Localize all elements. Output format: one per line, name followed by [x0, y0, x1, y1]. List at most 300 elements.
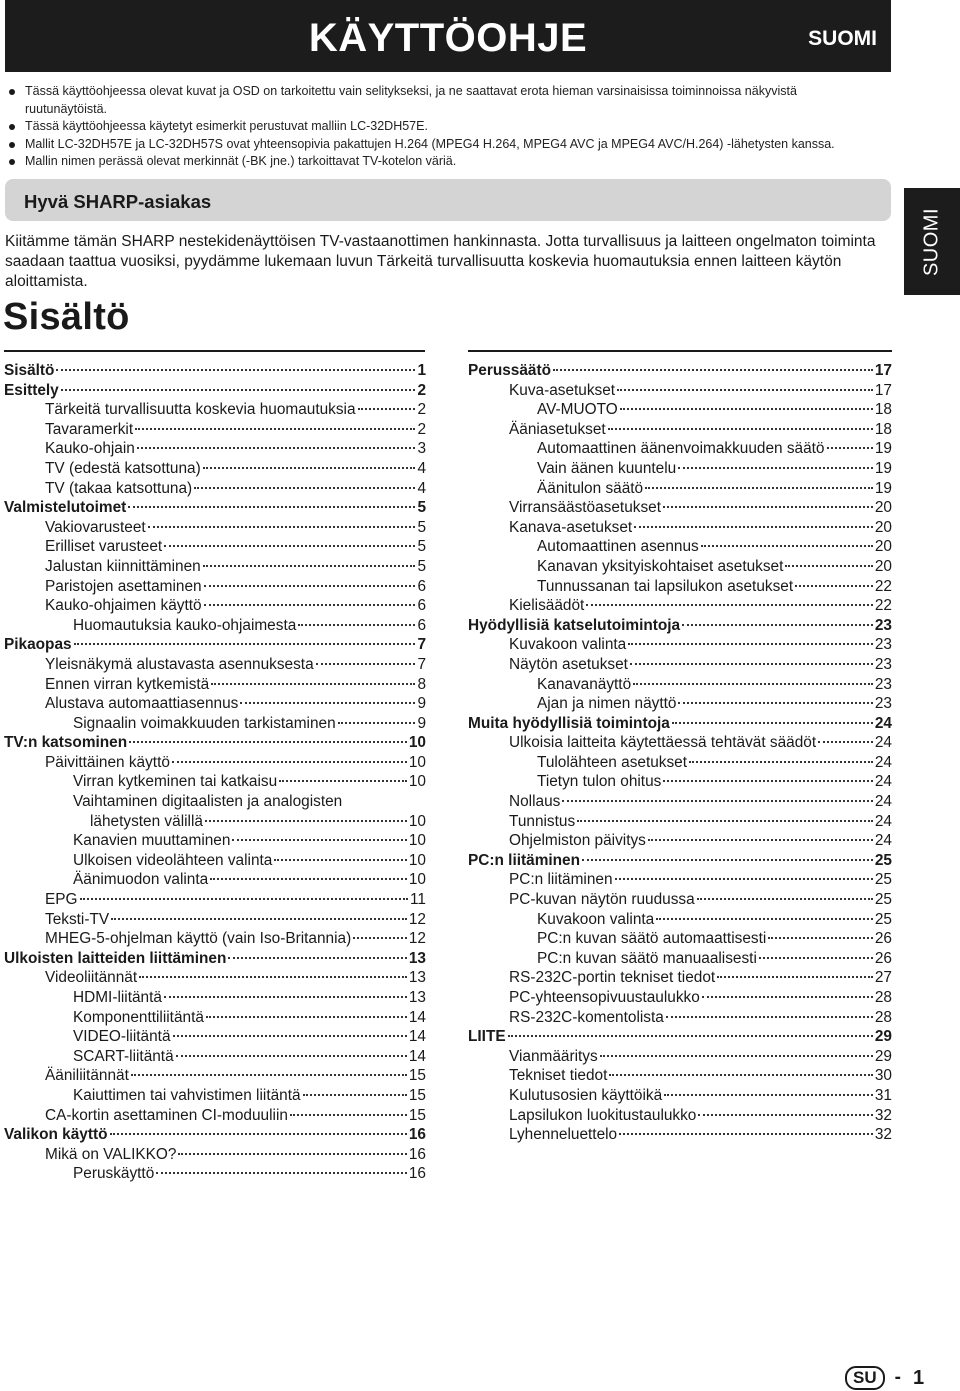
toc-entry-label: Kielisäädöt [509, 597, 585, 615]
toc-section-entry[interactable] [4, 733, 426, 753]
dot-leader [74, 643, 416, 645]
toc-page-number: 29 [874, 1028, 892, 1046]
toc-entry[interactable] [468, 831, 892, 851]
toc-entry-label: Päivittäinen käyttö [45, 753, 170, 771]
toc-page-number: 6 [417, 597, 426, 615]
dot-leader [194, 487, 415, 489]
toc-entry-label: Komponenttiliitäntä [73, 1008, 204, 1026]
dot-leader [211, 683, 415, 685]
toc-entry[interactable] [4, 655, 426, 675]
toc-entry-label: Ennen virran kytkemistä [45, 675, 210, 693]
toc-page-number: 32 [874, 1106, 892, 1124]
toc-entry[interactable] [468, 870, 892, 890]
toc-entry-label: Ulkoisia laitteita käytettäessä tehtävät säädöt [509, 734, 817, 752]
toc-entry-label: PC-kuvan näytön ruudussa [509, 891, 695, 909]
dot-leader [111, 918, 407, 920]
contents-column-right [468, 361, 892, 1145]
toc-page-number: 18 [874, 401, 892, 419]
toc-page-number: 19 [874, 479, 892, 497]
toc-page-number: 12 [408, 910, 426, 928]
dot-leader [139, 976, 407, 978]
toc-entry-label: Vianmääritys [509, 1047, 598, 1065]
toc-entry-label: Paristojen asettaminen [45, 577, 202, 595]
intro-note-text: Tässä käyttöohjeessa olevat kuvat ja OSD on tarkoitettu vain selitykseksi, ja ne saattavat erota hieman varsinaisissa toiminnoissa näkyvistä [25, 84, 797, 98]
toc-entry-label: Kauko-ohjaimen käyttö [45, 597, 202, 615]
dot-leader [61, 389, 416, 391]
toc-page-number: 6 [417, 616, 426, 634]
toc-entry[interactable] [4, 714, 426, 734]
toc-entry-label: Tietyn tulon ohitus [537, 773, 662, 791]
toc-entry-label: Kanavanäyttö [537, 675, 632, 693]
toc-page-number: 17 [874, 381, 892, 399]
toc-entry[interactable] [468, 733, 892, 753]
toc-entry-label: Ajan ja nimen näyttö [537, 695, 677, 713]
dot-leader [698, 1114, 873, 1116]
toc-entry-label: TV (takaa katsottuna) [45, 479, 193, 497]
greeting-bar [5, 179, 891, 221]
toc-entry-label: PC-yhteensopivuustaulukko [509, 989, 700, 1006]
toc-page-number: 5 [417, 538, 426, 556]
toc-entry-label: PC:n kuvan säätö manuaalisesti [537, 949, 757, 967]
toc-entry-label: Erilliset varusteet [45, 538, 163, 556]
toc-page-number: 32 [874, 1126, 892, 1144]
dot-leader [702, 996, 873, 998]
toc-entry-label: Mikä on VALIKKO? [45, 1145, 177, 1163]
toc-entry-label: Valmistelutoimet [4, 499, 127, 517]
toc-page-number: 14 [408, 1008, 426, 1026]
toc-page-number: 20 [874, 538, 892, 556]
toc-entry[interactable] [468, 949, 892, 969]
toc-entry-label: Tavaramerkit [45, 420, 134, 438]
toc-page-number: 20 [874, 557, 892, 575]
toc-page-number: 19 [874, 459, 892, 477]
toc-entry[interactable] [468, 988, 892, 1008]
toc-page-number: 5 [417, 518, 426, 536]
toc-entry-label: Virransäästöasetukset [509, 499, 661, 517]
toc-page-number: 9 [417, 714, 426, 732]
contents-rule-left [4, 350, 425, 352]
toc-entry[interactable] [4, 1027, 426, 1047]
toc-entry[interactable] [468, 439, 892, 459]
toc-entry-label: TV (edestä katsottuna) [45, 459, 201, 477]
toc-page-number: 13 [408, 989, 426, 1006]
toc-entry-label: lähetysten välillä [90, 812, 203, 830]
toc-entry[interactable] [4, 1164, 426, 1184]
dot-leader [678, 702, 872, 704]
toc-page-number: 14 [408, 1028, 426, 1046]
toc-page-number: 24 [874, 773, 892, 791]
toc-page-number: 14 [408, 1047, 426, 1065]
toc-entry[interactable] [468, 655, 892, 675]
language-code-badge: SU [845, 1366, 885, 1390]
toc-entry[interactable] [468, 420, 892, 440]
toc-entry-label: Vakiovarusteet [45, 518, 146, 536]
toc-entry[interactable] [468, 1047, 892, 1067]
dot-leader [353, 937, 407, 939]
toc-page-number: 22 [874, 577, 892, 595]
intro-note [6, 136, 852, 154]
toc-page-number: 15 [408, 1086, 426, 1104]
toc-entry[interactable] [4, 400, 426, 420]
toc-entry-label: RS-232C-portin tekniset tiedot [509, 969, 716, 987]
toc-entry-label: Kanavien muuttaminen [73, 832, 231, 850]
toc-page-number: 8 [417, 675, 426, 693]
toc-page-number: 4 [417, 479, 426, 497]
dot-leader [697, 898, 873, 900]
toc-entry[interactable] [468, 381, 892, 401]
toc-entry[interactable] [4, 479, 426, 499]
toc-page-number: 10 [408, 871, 426, 889]
toc-entry[interactable] [4, 1086, 426, 1106]
dot-leader [232, 839, 406, 841]
toc-entry-label: Ääniasetukset [509, 420, 606, 438]
toc-entry-label: Äänimuodon valinta [73, 871, 209, 889]
toc-entry-label: LIITE [468, 1028, 506, 1046]
toc-page-number: 24 [874, 753, 892, 771]
toc-entry-label: Ulkoisten laitteiden liittäminen [4, 949, 227, 967]
greeting-text: Kiitämme tämän SHARP nestekidenäyttöisen TV-vastaanottimen hankinnasta. Jotta turvallisuus ja laitteen ongelmaton toiminta saadaan taattua vuosiksi, pyydämme lukemaan luvun Tärkeitä turvallisuutta koskevia huomautuksia ennen laitteen käytön aloittamista. [5, 233, 876, 290]
dot-leader [615, 878, 873, 880]
toc-section-entry[interactable] [4, 949, 426, 969]
toc-section-entry[interactable] [4, 381, 426, 401]
toc-section-entry[interactable] [468, 616, 892, 636]
dot-leader [609, 1074, 872, 1076]
toc-entry-label: Peruskäyttö [73, 1165, 155, 1183]
dot-leader [172, 761, 407, 763]
toc-entry[interactable] [468, 812, 892, 832]
toc-entry-label: Jalustan kiinnittäminen [45, 557, 201, 575]
intro-note-text: Mallin nimen perässä olevat merkinnät (-BK jne.) tarkoittavat TV-kotelon väriä. [25, 154, 457, 168]
toc-entry-label: Tunnussanan tai lapsilukon asetukset [537, 577, 794, 595]
dot-leader [205, 820, 407, 822]
toc-entry-label: Kanava-asetukset [509, 518, 633, 536]
dot-leader [110, 1133, 407, 1135]
page-number: 1 [912, 1366, 925, 1389]
toc-page-number: 20 [874, 499, 892, 517]
contents-rule-right [468, 350, 892, 352]
intro-note [6, 153, 852, 171]
toc-entry[interactable] [4, 518, 426, 538]
toc-section-entry[interactable] [4, 361, 426, 381]
dot-leader [562, 800, 873, 802]
intro-note [6, 118, 852, 136]
toc-entry[interactable] [4, 831, 426, 851]
toc-entry[interactable] [4, 929, 426, 949]
toc-entry[interactable] [468, 929, 892, 949]
toc-page-number: 16 [408, 1126, 426, 1144]
toc-entry-label: Esittely [4, 381, 59, 399]
toc-entry[interactable] [468, 1086, 892, 1106]
dot-leader [586, 604, 873, 606]
toc-entry-label: Perussäätö [468, 362, 551, 379]
toc-entry-label: Kanavan yksityiskohtaiset asetukset [537, 557, 784, 575]
toc-page-number: 26 [874, 930, 892, 948]
dot-leader [203, 467, 416, 469]
dot-leader [666, 1016, 873, 1018]
toc-entry-label: Sisältö [4, 362, 55, 379]
toc-entry-label: Vain äänen kuuntelu [537, 459, 677, 477]
toc-entry[interactable] [4, 616, 426, 636]
dot-leader [619, 1133, 873, 1135]
toc-section-entry[interactable] [468, 361, 892, 381]
dot-leader [137, 447, 416, 449]
dot-leader [682, 624, 873, 626]
toc-entry-label: Huomautuksia kauko-ohjaimesta [73, 616, 297, 634]
toc-page-number: 15 [408, 1106, 426, 1124]
toc-entry[interactable] [4, 577, 426, 597]
dot-leader [663, 780, 873, 782]
dot-leader [608, 428, 873, 430]
toc-entry-label: Kuva-asetukset [509, 381, 616, 399]
toc-entry[interactable] [468, 459, 892, 479]
dot-leader [630, 663, 873, 665]
dot-leader [204, 585, 416, 587]
bullet-icon [9, 142, 15, 148]
toc-entry-label: VIDEO-liitäntä [73, 1028, 171, 1046]
toc-page-number: 16 [408, 1165, 426, 1183]
toc-page-number: 20 [874, 518, 892, 536]
dot-leader [274, 859, 407, 861]
manual-title: KÄYTTÖOHJE [308, 16, 588, 60]
dot-leader [645, 487, 873, 489]
toc-entry-label: Muita hyödyllisiä toimintoja [468, 714, 670, 732]
toc-page-number: 5 [417, 499, 426, 517]
toc-entry[interactable] [4, 694, 426, 714]
toc-page-number: 26 [874, 949, 892, 967]
toc-section-entry[interactable] [4, 635, 426, 655]
toc-entry-label: Automaattinen äänenvoimakkuuden säätö [537, 440, 825, 458]
toc-entry[interactable] [468, 577, 892, 597]
toc-entry[interactable] [4, 851, 426, 871]
toc-entry[interactable] [468, 400, 892, 420]
toc-entry-label: Hyödyllisiä katselutoimintoja [468, 616, 681, 634]
dot-leader [173, 1035, 407, 1037]
toc-page-number: 23 [874, 655, 892, 673]
bullet-icon [9, 89, 15, 95]
toc-page-number: 10 [408, 753, 426, 771]
toc-page-number: 17 [874, 362, 892, 379]
dot-leader [600, 1055, 873, 1057]
toc-entry[interactable] [4, 792, 426, 812]
toc-entry[interactable] [468, 1125, 892, 1145]
toc-entry[interactable] [4, 988, 426, 1008]
toc-page-number: 24 [874, 734, 892, 752]
dot-leader [768, 937, 873, 939]
side-language-label: SUOMI [920, 207, 943, 276]
toc-entry-label: Tulolähteen asetukset [537, 753, 688, 771]
toc-entry[interactable] [468, 479, 892, 499]
toc-entry-label: Valikon käyttö [4, 1126, 108, 1144]
toc-page-number: 10 [408, 734, 426, 752]
toc-entry-label: Videoliitännät [45, 969, 138, 987]
toc-page-number: 24 [874, 793, 892, 811]
dot-leader [628, 643, 873, 645]
toc-entry-label: Tunnistus [509, 812, 576, 830]
toc-entry[interactable] [468, 753, 892, 773]
toc-entry[interactable] [468, 537, 892, 557]
toc-entry-label: Kauko-ohjain [45, 440, 135, 458]
toc-entry-label: CA-kortin asettaminen CI-moduuliin [45, 1106, 288, 1124]
toc-page-number: 19 [874, 440, 892, 458]
toc-page-number: 18 [874, 420, 892, 438]
toc-page-number: 13 [408, 949, 426, 967]
toc-entry-continuation[interactable] [4, 812, 426, 832]
toc-page-number: 11 [410, 891, 426, 909]
language-label: SUOMI [808, 27, 877, 50]
toc-entry[interactable] [468, 557, 892, 577]
dot-leader [634, 526, 873, 528]
dot-leader [203, 565, 416, 567]
toc-page-number: 7 [417, 636, 426, 654]
toc-page-number: 15 [408, 1067, 426, 1085]
dot-leader [164, 545, 415, 547]
bullet-icon [9, 124, 15, 130]
toc-entry-label: EPG [45, 891, 78, 909]
dot-leader [316, 663, 416, 665]
toc-section-entry[interactable] [468, 1027, 892, 1047]
intro-note-text: Tässä käyttöohjeessa käytetyt esimerkit perustuvat malliin LC-32DH57E. [25, 119, 428, 133]
toc-entry[interactable] [468, 498, 892, 518]
toc-entry-label: PC:n kuvan säätö automaattisesti [537, 930, 767, 948]
toc-page-number: 10 [408, 832, 426, 850]
toc-entry[interactable] [468, 792, 892, 812]
dot-leader [135, 428, 415, 430]
toc-page-number: 2 [417, 381, 426, 399]
toc-entry[interactable] [4, 870, 426, 890]
toc-entry-label: Pikaopas [4, 636, 72, 654]
toc-entry[interactable] [468, 518, 892, 538]
toc-page-number: 27 [874, 969, 892, 987]
toc-entry[interactable] [468, 596, 892, 616]
toc-section-entry[interactable] [4, 1125, 426, 1145]
toc-section-entry[interactable] [4, 498, 426, 518]
toc-entry[interactable] [4, 557, 426, 577]
toc-entry-label: Teksti-TV [45, 910, 110, 928]
dot-leader [678, 467, 873, 469]
greeting-title: Hyvä SHARP-asiakas [24, 191, 212, 212]
dot-leader [672, 722, 873, 724]
dot-leader [338, 722, 416, 724]
toc-entry[interactable] [468, 968, 892, 988]
toc-page-number: 25 [874, 910, 892, 928]
dot-leader [176, 1055, 407, 1057]
toc-page-number: 22 [874, 597, 892, 615]
dot-leader [701, 545, 873, 547]
toc-entry[interactable] [468, 675, 892, 695]
toc-entry-label: Automaattinen asennus [537, 538, 699, 556]
toc-page-number: 10 [408, 812, 426, 830]
toc-entry[interactable] [468, 890, 892, 910]
toc-entry[interactable] [4, 439, 426, 459]
toc-entry[interactable] [468, 635, 892, 655]
toc-entry-label: Lyhenneluettelo [509, 1126, 618, 1144]
page-footer [845, 1365, 924, 1391]
intro-note-text: ruutunäytöistä. [25, 101, 107, 116]
dot-leader [279, 780, 407, 782]
toc-entry[interactable] [4, 420, 426, 440]
toc-entry[interactable] [468, 772, 892, 792]
toc-page-number: 12 [408, 930, 426, 948]
dot-leader [303, 1094, 407, 1096]
dot-leader [290, 1114, 407, 1116]
dot-leader [553, 369, 873, 371]
toc-page-number: 3 [417, 440, 426, 458]
toc-entry[interactable] [4, 1066, 426, 1086]
dot-leader [827, 447, 873, 449]
toc-entry-label: Kuvakoon valinta [509, 636, 627, 654]
dot-leader [148, 526, 416, 528]
toc-entry-label: Kaiuttimen tai vahvistimen liitäntä [73, 1086, 301, 1104]
toc-entry-label: Signaalin voimakkuuden tarkistaminen [73, 714, 336, 732]
toc-entry[interactable] [4, 459, 426, 479]
dot-leader [210, 878, 407, 880]
toc-entry-label: RS-232C-komentolista [509, 1008, 664, 1026]
toc-entry[interactable] [4, 1145, 426, 1165]
dot-leader [129, 741, 407, 743]
toc-entry-label: Kuvakoon valinta [537, 910, 655, 928]
toc-entry-label: AV-MUOTO [537, 401, 618, 419]
toc-section-entry[interactable] [468, 714, 892, 734]
toc-page-number: 23 [874, 675, 892, 693]
toc-entry[interactable] [4, 772, 426, 792]
toc-entry[interactable] [4, 1008, 426, 1028]
dot-leader [164, 996, 407, 998]
toc-entry[interactable] [468, 1066, 892, 1086]
dot-leader [204, 604, 416, 606]
dot-leader [663, 506, 873, 508]
dot-leader [156, 1172, 407, 1174]
toc-page-number: 2 [417, 420, 426, 438]
toc-entry[interactable] [4, 753, 426, 773]
toc-section-entry[interactable] [468, 851, 892, 871]
toc-entry[interactable] [468, 1008, 892, 1028]
side-language-tab [904, 188, 960, 295]
toc-entry[interactable] [4, 890, 426, 910]
toc-page-number: 5 [417, 557, 426, 575]
toc-entry[interactable] [4, 537, 426, 557]
toc-entry-label: Yleisnäkymä alustavasta asennuksesta [45, 655, 314, 673]
toc-page-number: 2 [417, 401, 426, 419]
toc-entry[interactable] [468, 694, 892, 714]
toc-entry-label: Ulkoisen videolähteen valinta [73, 851, 273, 869]
dot-leader [577, 820, 873, 822]
intro-note [6, 101, 852, 119]
toc-entry[interactable] [4, 1106, 426, 1126]
toc-entry-label: Virran kytkeminen tai katkaisu [73, 773, 278, 791]
dot-leader [128, 506, 415, 508]
toc-entry[interactable] [4, 910, 426, 930]
toc-entry-label: Kulutusosien käyttöikä [509, 1086, 663, 1104]
dot-leader [206, 1016, 407, 1018]
dot-leader [664, 1094, 873, 1096]
dot-leader [785, 565, 872, 567]
toc-entry-label: Nollaus [509, 793, 561, 811]
intro-note [6, 83, 852, 101]
toc-entry-label: PC:n liitäminen [509, 871, 613, 889]
toc-entry[interactable] [4, 675, 426, 695]
toc-entry[interactable] [4, 596, 426, 616]
dot-leader [582, 859, 873, 861]
toc-entry[interactable] [4, 968, 426, 988]
dot-leader [131, 1074, 407, 1076]
toc-entry[interactable] [468, 910, 892, 930]
dot-leader [818, 741, 873, 743]
dot-leader [80, 898, 409, 900]
toc-entry[interactable] [4, 1047, 426, 1067]
toc-entry[interactable] [468, 1106, 892, 1126]
toc-page-number: 9 [417, 695, 426, 713]
toc-entry-label: Ohjelmiston päivitys [509, 832, 646, 850]
